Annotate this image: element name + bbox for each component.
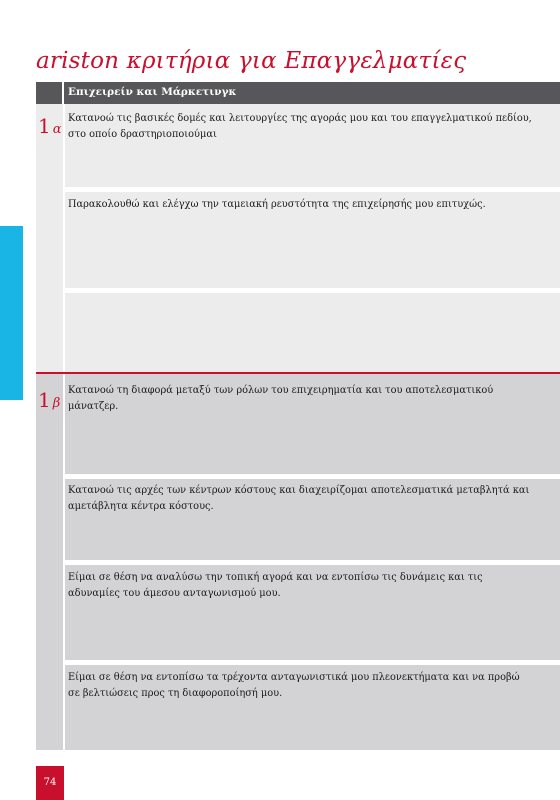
section-1b-number: 1 β [38,388,61,412]
section-1b-number-column [36,374,63,750]
criteria-text: Κατανοώ τις βασικές δομές και λειτουργίες της αγοράς μου και του επαγγελματικού πεδίου, στο οποίο δραστηριοποιούμαι [68,113,532,140]
side-tab-marker [0,226,23,400]
criteria-text: Είμαι σε θέση να εντοπίσω τα τρέχοντα ανταγωνιστικά μου πλεονεκτήματα και να προβώ σε βελτιώσεις προς τη διαφοροποίησή μου. [68,672,520,699]
section-1a-number-column [36,104,63,372]
criteria-text: Κατανοώ τη διαφορά μεταξύ των ρόλων του επιχειρηματία και του αποτελεσματικού μάνατζερ. [68,385,494,412]
criteria-text: Είμαι σε θέση να αναλύσω την τοπική αγορά και να εντοπίσω τις δυνάμεις και τις αδυναμίες του άμεσου ανταγωνισμού μου. [68,572,483,599]
criteria-row [65,293,560,372]
header-divider [62,82,64,104]
criteria-text: Κατανοώ τις αρχές των κέντρων κόστους και διαχειρίζομαι αποτελεσματικά μεταβλητά και αμετάβλητα κέντρα κόστους. [68,485,530,512]
section-1a-number: 1 α [38,114,62,138]
page-title: ariston κριτήρια για Επαγγελματίες [36,48,467,74]
section-header-label: Επιχειρείν και Μάρκετινγκ [68,86,237,98]
page-number: 74 [43,777,57,788]
criteria-text: Παρακολουθώ και ελέγχω την ταμειακή ρευστότητα της επιχείρησής μου επιτυχώς. [68,199,486,210]
